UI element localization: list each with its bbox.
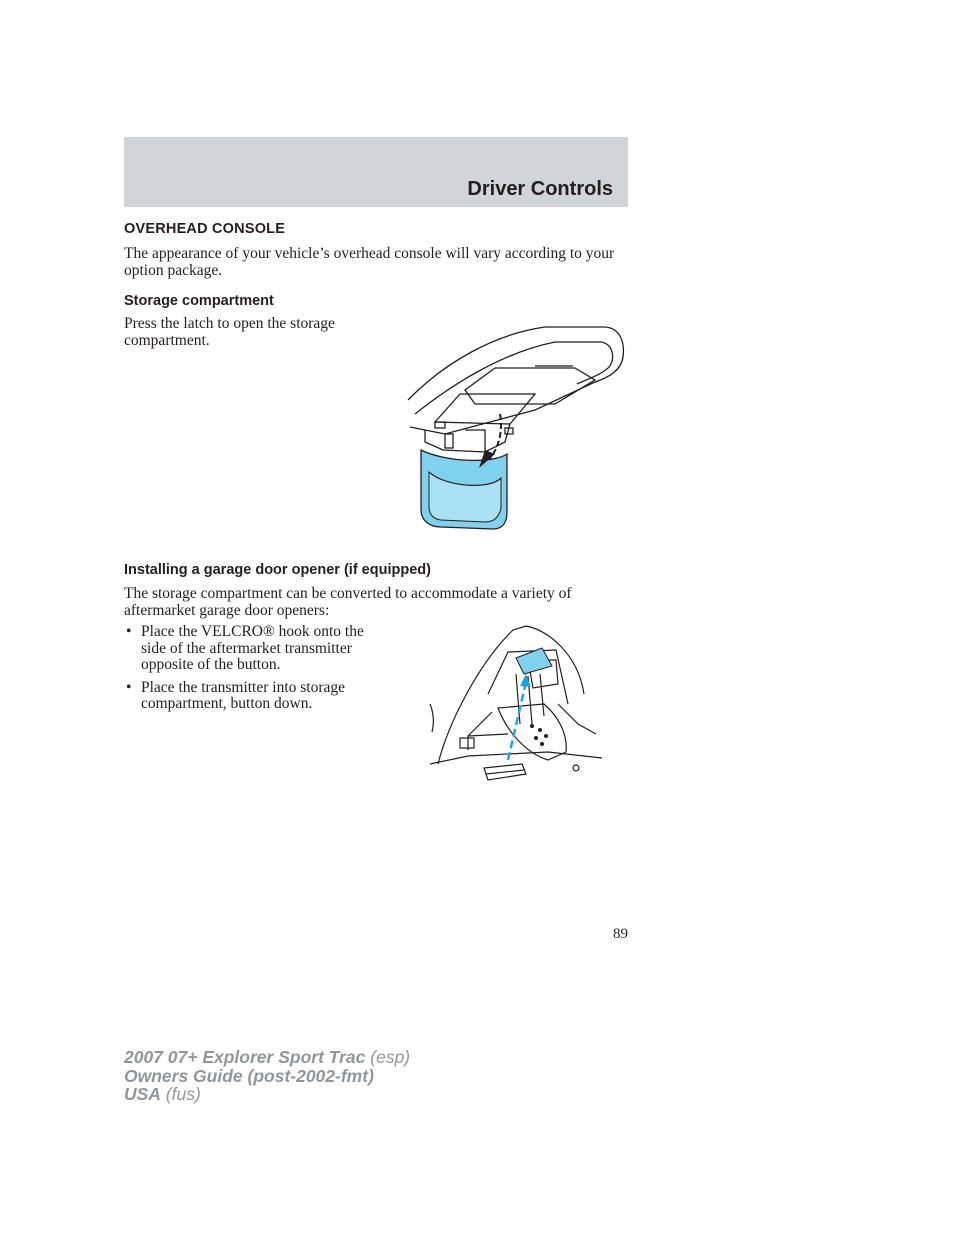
section-heading: OVERHEAD CONSOLE [124,221,286,237]
garage-heading: Installing a garage door opener (if equipped) [124,562,431,578]
list-item-text: Place the transmitter into storage compartment, button down. [141,678,346,712]
list-item [124,680,384,713]
chapter-title: Driver Controls [467,178,613,200]
document-footer [124,1048,410,1104]
storage-heading: Storage compartment [124,293,274,309]
storage-text: Press the latch to open the storage compartment. [124,315,335,349]
garage-text: The storage compartment can be converted to accommodate a variety of aftermarket garage door openers: [124,585,572,619]
list-item [124,624,384,674]
garage-door-opener-illustration [428,624,604,790]
chapter-header-band [124,137,628,207]
footer-line-2: Owners Guide (post-2002-fmt) [124,1065,374,1086]
bullet-icon: • [126,678,132,696]
footer-line-1: 2007 07+ Explorer Sport Trac (esp) [124,1047,411,1067]
page-number: 89 [613,926,628,942]
storage-compartment-illustration [405,322,630,534]
section-intro: The appearance of your vehicle’s overhead console will vary according to your option package. [124,245,615,279]
garage-steps-list [124,624,384,719]
bullet-icon: • [126,623,132,640]
footer-line-3: USA (fus) [124,1084,201,1104]
list-item-text: Place the VELCRO® hook onto the side of the aftermarket transmitter opposite of the button. [141,623,364,673]
